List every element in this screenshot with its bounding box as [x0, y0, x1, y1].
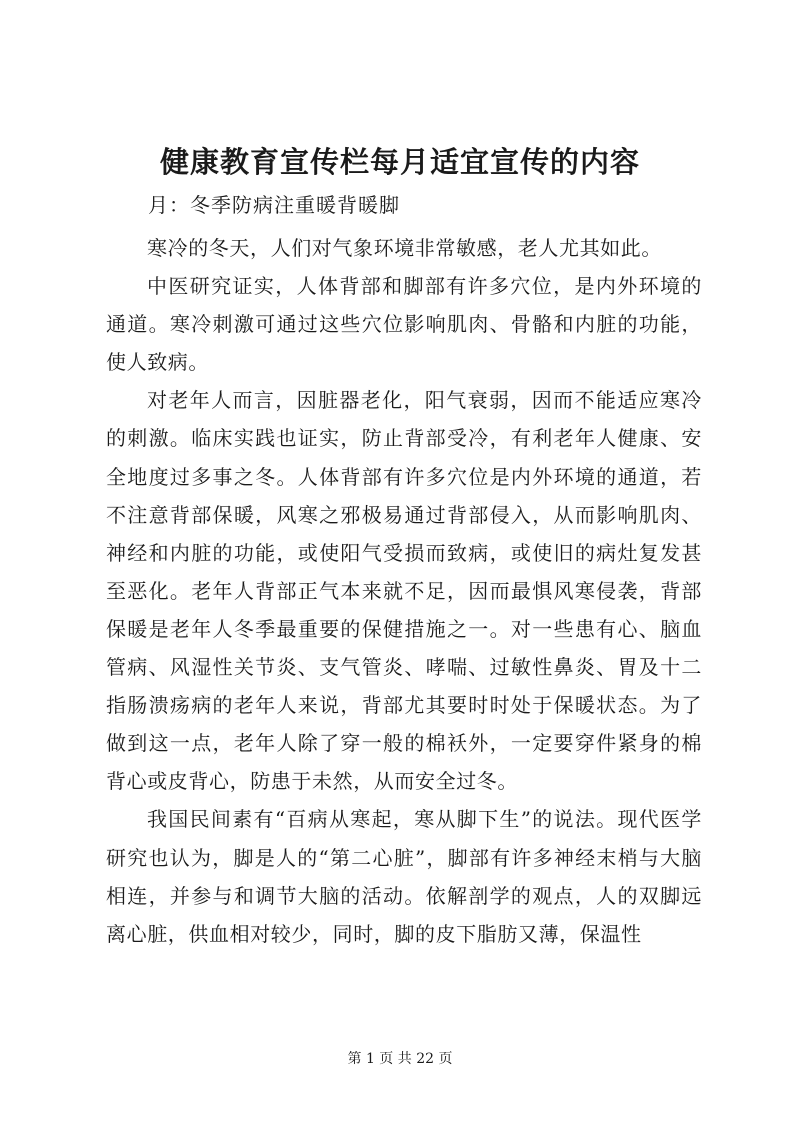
paragraph: 对老年人而言，因脏器老化，阳气衰弱，因而不能适应寒冷的刺激。临床实践也证实，防止背部受冷，有利老年人健康、安全地度过多事之冬。人体背部有许多穴位是内外环境的通道，若不注意背部保暖，风寒之邪极易通过背部侵入，从而影响肌肉、神经和内脏的功能，或使阳气受损而致病，或使旧的病灶复发甚至恶化。老年人背部正气本来就不足，因而最惧风寒侵袭，背部保暖是老年人冬季最重要的保健措施之一。对一些患有心、脑血管病、风湿性关节炎、支气管炎、哮喘、过敏性鼻炎、胃及十二指肠溃疡病的老年人来说，背部尤其要时时处于保暖状态。为了做到这一点，老年人除了穿一般的棉袄外，一定要穿件紧身的棉背心或皮背心，防患于未然，从而安全过冬。: [106, 388, 702, 794]
page-number-footer: 第 1 页 共 22 页: [347, 1051, 453, 1067]
paragraph: 我国民间素有“百病从寒起，寒从脚下生”的说法。现代医学研究也认为，脚是人的“第二心脏”，脚部有许多神经末梢与大脑相连，并参与和调节大脑的活动。依解剖学的观点，人的双脚远离心脏，供血相对较少，同时，脚的皮下脂肪又薄，保温性: [106, 807, 702, 946]
page-title: 健康教育宣传栏每月适宜宣传的内容: [159, 145, 640, 179]
section-subtitle: 月：冬季防病注重暖背暖脚: [148, 193, 400, 217]
paragraph: 寒冷的冬天，人们对气象环境非常敏感，老人尤其如此。: [147, 236, 662, 260]
paragraph: 中医研究证实，人体背部和脚部有许多穴位，是内外环境的通道。寒冷刺激可通过这些穴位影响肌肉、骨骼和内脏的功能，使人致病。: [106, 274, 702, 375]
body-text: [106, 229, 702, 953]
